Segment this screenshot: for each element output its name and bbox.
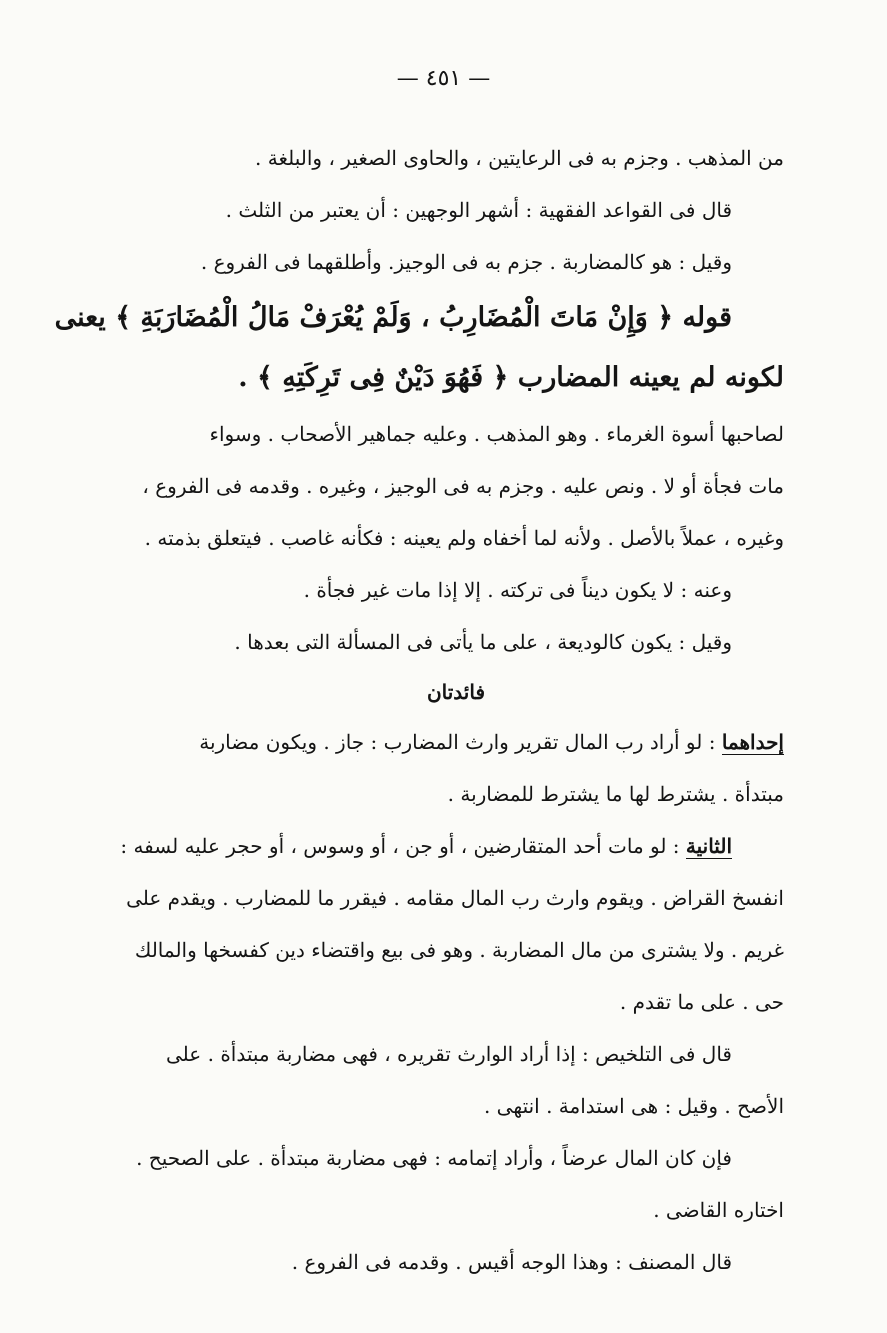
line-text: غريم . ولا يشترى من مال المضاربة . وهو فى بيع واقتضاء دين كفسخها والمالك	[134, 938, 784, 962]
text-line	[128, 1080, 784, 1132]
text-line	[128, 1132, 784, 1184]
text-line	[128, 1184, 784, 1236]
line-text: وقيل : يكون كالوديعة ، على ما يأتى فى المسألة التى بعدها .	[234, 630, 732, 654]
line-text: انفسخ القراض . ويقوم وارث رب المال مقامه . فيقرر ما للمضارب . ويقدم على	[126, 886, 784, 910]
text-line	[128, 348, 784, 408]
line-text: مبتدأة . يشترط لها ما يشترط للمضاربة .	[447, 782, 784, 806]
text-line	[128, 236, 784, 288]
text-line	[128, 184, 784, 236]
page-number: — ٤٥١ —	[396, 66, 491, 91]
line-text: : لو مات أحد المتقارضين ، أو جن ، أو وسوس ، أو حجر عليه لسفه :	[120, 834, 686, 858]
text-line	[128, 616, 784, 668]
text-line	[54, 288, 784, 348]
text-line	[128, 872, 784, 924]
paragraph-lead-word: الثانية	[685, 834, 732, 858]
text-line	[120, 820, 784, 872]
line-text: قال فى التلخيص : إذا أراد الوارث تقريره ، فهى مضاربة مبتدأة . على	[166, 1042, 732, 1066]
text-line	[128, 408, 784, 460]
line-text: وعنه : لا يكون ديناً فى تركته . إلا إذا مات غير فجأة .	[303, 578, 732, 602]
line-text: قوله ﴿ وَإِنْ مَاتَ الْمُضَارِبُ ، وَلَمْ يُعْرَفْ مَالُ الْمُضَارَبَةِ ﴾ يعنى	[54, 302, 732, 333]
line-text: : لو أراد رب المال تقرير وارث المضارب : جاز . ويكون مضاربة	[199, 730, 722, 754]
line-text: فائدتان	[426, 680, 486, 704]
text-line	[128, 564, 784, 616]
text-line	[128, 132, 784, 184]
text-line	[128, 1028, 784, 1080]
line-text: من المذهب . وجزم به فى الرعايتين ، والحاوى الصغير ، والبلغة .	[255, 146, 784, 170]
text-line	[128, 768, 784, 820]
text-line	[128, 976, 784, 1028]
line-text: الأصح . وقيل : هى استدامة . انتهى .	[483, 1094, 784, 1118]
line-text: مات فجأة أو لا . ونص عليه . وجزم به فى الوجيز ، وغيره . وقدمه فى الفروع ،	[142, 474, 784, 498]
text-line	[128, 512, 784, 564]
line-text: حى . على ما تقدم .	[619, 990, 784, 1014]
line-text: فإن كان المال عرضاً ، وأراد إتمامه : فهى مضاربة مبتدأة . على الصحيح .	[136, 1146, 732, 1170]
text-line	[128, 924, 784, 976]
line-text: لكونه لم يعينه المضارب ﴿ فَهُوَ دَيْنٌ فِى تَرِكَتِهِ ﴾ .	[238, 362, 784, 393]
paragraph-lead-word: إحداهما	[721, 730, 784, 754]
text-line	[128, 716, 784, 768]
text-line	[128, 1236, 784, 1288]
line-text: وقيل : هو كالمضاربة . جزم به فى الوجيز. وأطلقهما فى الفروع .	[200, 250, 732, 274]
text-line	[128, 460, 784, 512]
text-body	[54, 132, 784, 1288]
line-text: وغيره ، عملاً بالأصل . ولأنه لما أخفاه ولم يعينه : فكأنه غاصب . فيتعلق بذمته .	[144, 526, 784, 550]
line-text: اختاره القاضى .	[653, 1198, 784, 1222]
line-text: قال المصنف : وهذا الوجه أقيس . وقدمه فى الفروع .	[291, 1250, 732, 1274]
line-text: قال فى القواعد الفقهية : أشهر الوجهين : أن يعتبر من الثلث .	[225, 198, 732, 222]
line-text: لصاحبها أسوة الغرماء . وهو المذهب . وعليه جماهير الأصحاب . وسواء	[209, 422, 784, 446]
section-heading	[128, 668, 784, 716]
